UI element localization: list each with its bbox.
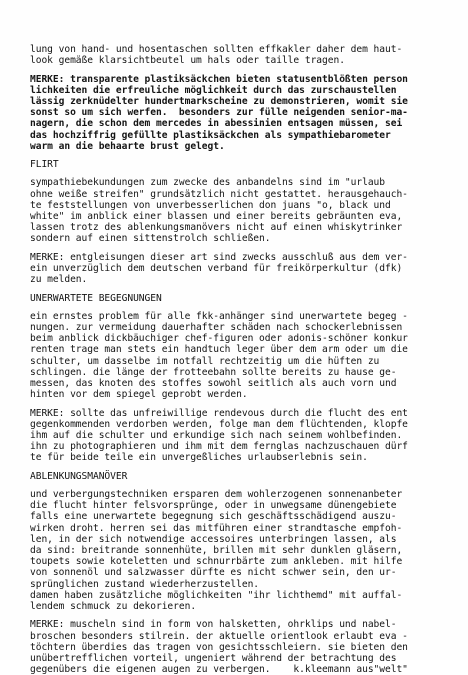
text-line: UNERWARTETE BEGEGNUNGEN bbox=[30, 292, 162, 304]
block-gap bbox=[30, 170, 450, 177]
text-line: hinten vor dem spiegel geprobt werden. bbox=[30, 389, 248, 401]
text-line: MERKE: sollte das unfreiwillige rendevous durch die flucht des ent bbox=[30, 407, 408, 419]
text-line: MERKE: muscheln sind in form von halsketten, ohrklips und nabel- bbox=[30, 619, 397, 631]
block-gap bbox=[30, 400, 450, 407]
text-line: unübertrefflichen vorteil, ungeniert während der betrachtung des bbox=[30, 652, 397, 664]
text-line: ihn zu photographieren und ihm mit dem fernglas nachzuschauen dürf bbox=[30, 441, 408, 453]
text-line: lendem schmuck zu dekorieren. bbox=[30, 600, 197, 612]
paragraph bbox=[30, 252, 450, 286]
text-line: sympathiebekundungen zum zwecke des anbandelns sind im "urlaub bbox=[30, 177, 386, 189]
section-heading bbox=[30, 159, 450, 170]
text-line: renten trage man stets ein handtuch leger über dem arm oder um die bbox=[30, 344, 408, 356]
text-line: messen, das knoten des stoffes sowohl seitlich als auch vorn und bbox=[30, 378, 397, 389]
text-line: white" im anblick einer blassen und einer bereits gebräunten eva, bbox=[30, 211, 403, 222]
text-line: lichkeiten die erfreuliche möglichkeit durch das zurschaustellen bbox=[30, 84, 397, 96]
merke-paragraph bbox=[30, 74, 450, 152]
text-column bbox=[30, 44, 450, 675]
text-line: beim anblick dickbäuchiger chef-figuren oder adonis-schöner konkur bbox=[30, 333, 408, 345]
block-gap bbox=[30, 482, 450, 489]
text-line: ihm auf die schulter und erkundige sich nach seinem wohlbefinden. bbox=[30, 429, 403, 441]
section-heading bbox=[30, 293, 450, 304]
block-gap bbox=[30, 66, 450, 73]
text-line: sprünglichen zustand wiederherzustellen. bbox=[30, 578, 260, 590]
text-line: sonst so um sich werfen. besonders zur fülle neigenden senior-ma- bbox=[30, 107, 408, 119]
text-line: MERKE: entgleisungen dieser art sind zwecks ausschluß aus dem ver- bbox=[30, 251, 408, 263]
text-line: lässig zerknüdelter hundertmarkscheine zu demonstrieren, womit sie bbox=[30, 95, 408, 107]
text-line: broschen besonders stilrein. der aktuelle orientlook erlaubt eva - bbox=[30, 630, 408, 642]
text-line: falls eine unerwartete begegnung sich geschäftsschädigend auszu- bbox=[30, 511, 397, 523]
paragraph bbox=[30, 408, 450, 464]
text-line: sondern auf einen sittenstrolch schließen. bbox=[30, 233, 271, 245]
paragraph bbox=[30, 489, 450, 612]
text-line: schulter, um dasselbe im notfall rechtzeitig um die hüften zu bbox=[30, 355, 380, 367]
text-line: lung von hand- und hosentaschen sollten effkakler daher dem haut- bbox=[30, 44, 403, 55]
text-line: MERKE: transparente plastiksäckchen bieten statusentblößten person bbox=[30, 73, 408, 85]
block-gap bbox=[30, 612, 450, 619]
paragraph bbox=[30, 311, 450, 401]
text-line: len, in der sich notwendige accessoires unterbringen lassen, als bbox=[30, 533, 397, 545]
text-line: zu melden. bbox=[30, 274, 88, 286]
text-line: te für beide teile ein unvergeßliches urlaubserlebnis sein. bbox=[30, 452, 368, 464]
section-heading bbox=[30, 471, 450, 482]
text-line: toupets sowie koteletten und schnurrbärte zum ankleben. mit hilfe bbox=[30, 556, 403, 568]
paragraph bbox=[30, 177, 450, 244]
text-line: look gemäße klarsichtbeutel um hals oder taille tragen. bbox=[30, 55, 345, 67]
text-line: da sind: breitrande sonnenhüte, brillen mit sehr dunklen gläsern, bbox=[30, 545, 403, 556]
text-line: die flucht hinter felsvorsprünge, oder in unwegsame dünengebiete bbox=[30, 500, 397, 512]
text-line: ein ernstes problem für alle fkk-anhänger sind unerwartete begeg - bbox=[30, 310, 408, 322]
paragraph bbox=[30, 619, 450, 675]
paragraph bbox=[30, 44, 450, 66]
text-line: gegenkommenden verdorben werden, folge man dem flüchtenden, klopfe bbox=[30, 418, 408, 430]
text-line: lassen trotz des ablenkungsmanövers nicht auf einen whiskytrinker bbox=[30, 222, 403, 234]
text-line: gegenübers die eigenen augen zu verbergen. k.kleemann aus"welt" bbox=[30, 664, 408, 675]
text-line: ohne weiße streifen" grundsätzlich nicht gestattet. herausgehauch- bbox=[30, 188, 408, 200]
text-line: nungen. zur vermeidung dauerhafter schäden nach schockerlebnissen bbox=[30, 322, 403, 334]
text-line: schlingen. die länge der frotteebahn sollte bereits zu hause ge- bbox=[30, 366, 397, 378]
text-line: ABLENKUNGSMANÖVER bbox=[30, 470, 128, 482]
text-line: damen haben zusätzliche möglichkeiten "ihr lichthemd" mit auffal- bbox=[30, 589, 403, 601]
text-line: ein unverzüglich dem deutschen verband für freikörperkultur (dfk) bbox=[30, 262, 403, 274]
block-gap bbox=[30, 245, 450, 252]
text-line: töchtern überdies das tragen von gesichtsschleiern. sie bieten den bbox=[30, 641, 408, 653]
text-line: von sonnenöl und salzwasser dürfte es nicht schwer sein, den ur- bbox=[30, 567, 397, 579]
text-line: te feststellungen von unverbesserlichen don juans "o, black und bbox=[30, 199, 391, 211]
block-gap bbox=[30, 152, 450, 159]
text-line: das hochziffrig gefüllte plastiksäckchen als sympathiebarometer bbox=[30, 129, 391, 141]
text-line: nagern, die schon dem mercedes in abessinien entsagen müssen, sei bbox=[30, 118, 403, 130]
block-gap bbox=[30, 285, 450, 292]
text-line: FLIRT bbox=[30, 159, 59, 171]
text-line: warm an die behaarte brust gelegt. bbox=[30, 140, 225, 152]
text-line: wirken droht. herren sei das mitführen einer strandtasche empfoh- bbox=[30, 522, 403, 534]
block-gap bbox=[30, 304, 450, 311]
text-line: und verbergungstechniken ersparen dem wohlerzogenen sonnenanbeter bbox=[30, 489, 403, 501]
block-gap bbox=[30, 464, 450, 471]
